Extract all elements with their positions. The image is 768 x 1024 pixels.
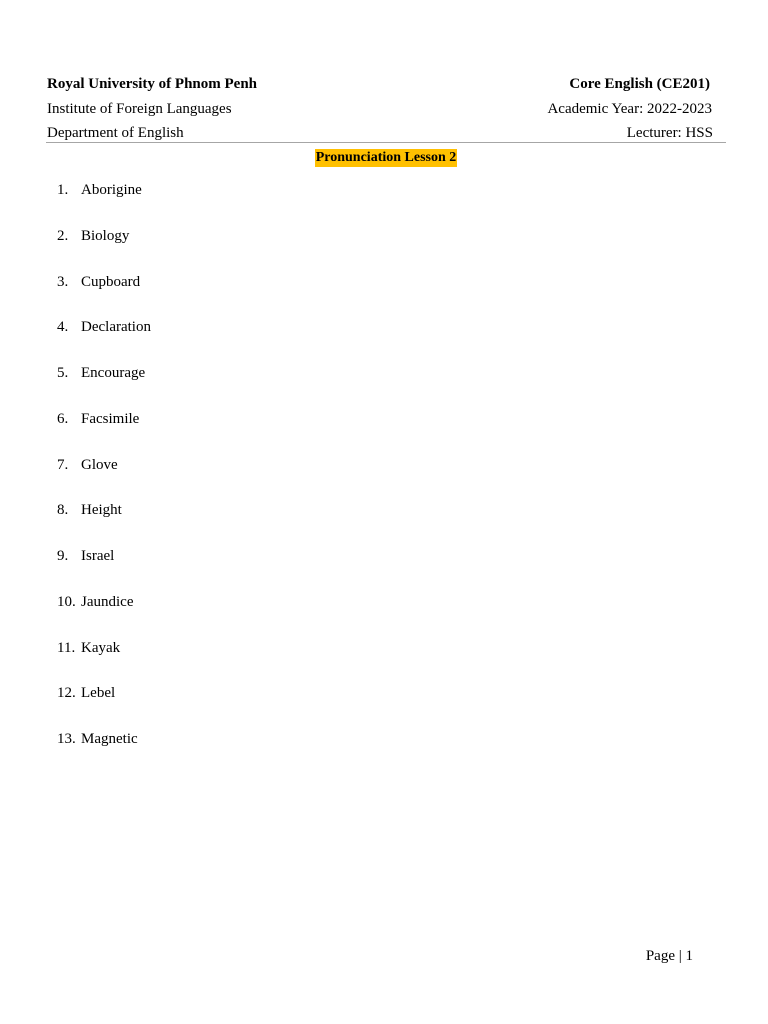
list-item — [57, 317, 151, 363]
list-item — [57, 272, 151, 318]
page-number: Page | 1 — [645, 948, 693, 964]
university-name: Royal University of Phnom Penh — [47, 76, 257, 92]
list-item-number: 8. — [57, 502, 69, 519]
word-list — [57, 180, 151, 775]
header-row-3 — [47, 123, 713, 143]
list-item — [57, 592, 151, 638]
list-item — [57, 683, 151, 729]
list-item-number: 1. — [57, 182, 69, 198]
list-item-number: 9. — [57, 548, 69, 564]
list-item-number: 3. — [57, 273, 69, 290]
academic-year: Academic Year: 2022-2023 — [547, 101, 712, 117]
list-item-word: Kayak — [81, 639, 121, 656]
list-item — [57, 226, 151, 272]
list-item — [57, 455, 151, 501]
list-item — [57, 729, 151, 775]
list-item-word: Biology — [81, 227, 130, 244]
list-item-number: 13. — [57, 731, 76, 747]
department-name: Department of English — [47, 125, 184, 141]
list-item — [57, 546, 151, 592]
list-item-number: 12. — [57, 685, 76, 702]
list-item-word: Glove — [81, 456, 118, 473]
title-container — [0, 149, 768, 167]
list-item-number: 5. — [57, 365, 69, 381]
list-item — [57, 409, 151, 455]
header-row-1 — [47, 74, 713, 94]
list-item — [57, 500, 151, 546]
list-item-word: Jaundice — [81, 593, 134, 610]
course-name: Core English (CE201) — [569, 76, 710, 92]
list-item-number: 6. — [57, 410, 69, 427]
institute-name: Institute of Foreign Languages — [47, 101, 232, 117]
list-item — [57, 363, 151, 409]
list-item — [57, 638, 151, 684]
list-item-word: Cupboard — [81, 273, 141, 290]
list-item-word: Encourage — [81, 365, 146, 381]
list-item-word: Magnetic — [81, 731, 138, 747]
list-item-word: Facsimile — [81, 410, 140, 427]
header-row-2 — [47, 99, 713, 119]
list-item-number: 2. — [57, 227, 69, 244]
page-title: Pronunciation Lesson 2 — [315, 150, 457, 165]
list-item-word: Height — [81, 502, 122, 519]
list-item-word: Declaration — [81, 319, 151, 336]
list-item-word: Aborigine — [81, 182, 142, 198]
list-item-number: 7. — [57, 456, 69, 473]
lecturer-name: Lecturer: HSS — [626, 125, 713, 141]
list-item-number: 4. — [57, 319, 69, 336]
list-item-word: Lebel — [81, 685, 116, 702]
list-item-number: 11. — [57, 639, 76, 656]
list-item-number: 10. — [57, 593, 76, 610]
list-item — [57, 180, 151, 226]
header-divider — [46, 142, 726, 143]
list-item-word: Israel — [81, 548, 115, 564]
